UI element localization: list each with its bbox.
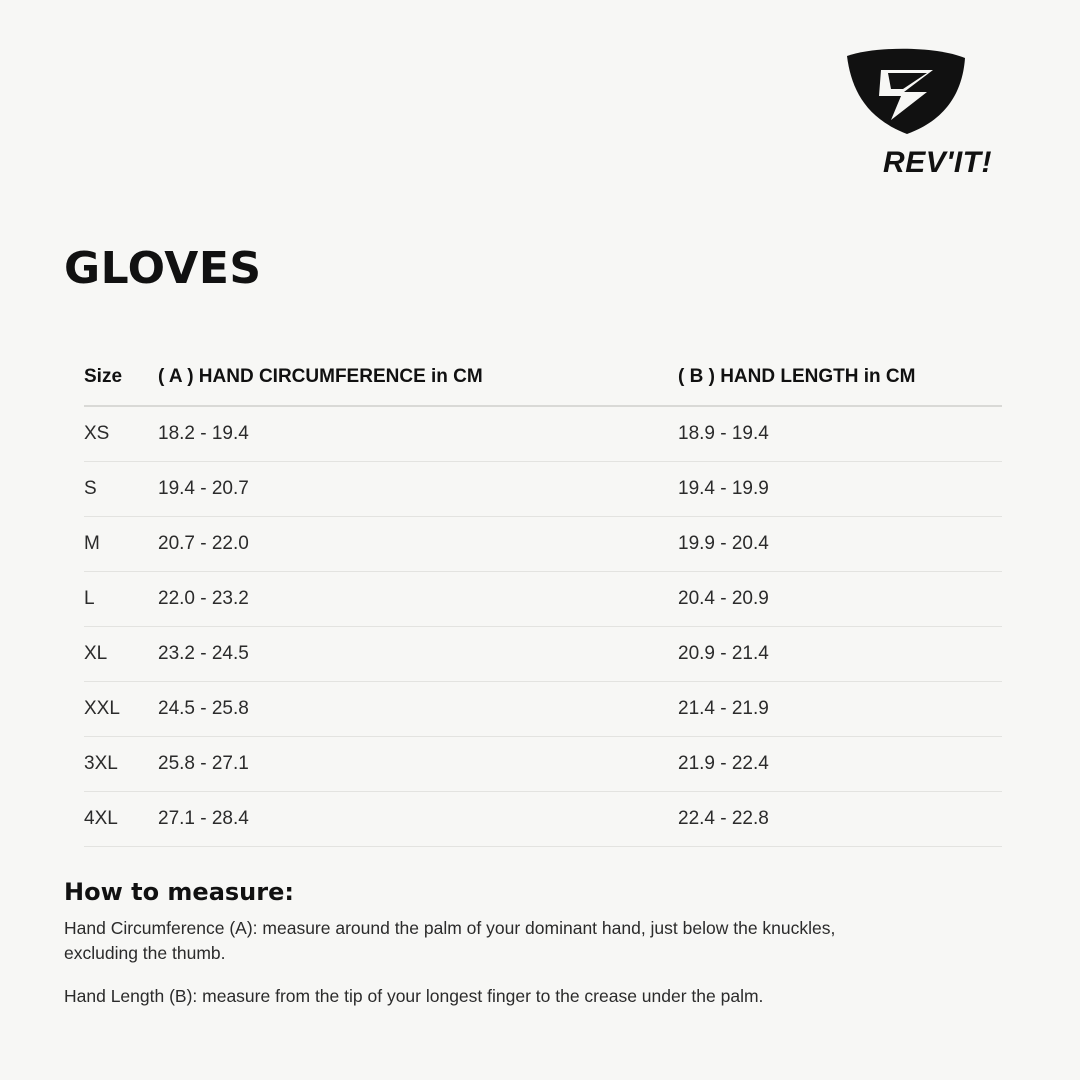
size-table-head xyxy=(84,366,1002,406)
how-to-measure-title: How to measure: xyxy=(64,878,294,906)
size-table xyxy=(84,366,1002,847)
cell-size: S xyxy=(84,462,158,517)
cell-size: XL xyxy=(84,627,158,682)
header-length: ( B ) HAND LENGTH in CM xyxy=(678,366,1002,406)
table-row xyxy=(84,517,1002,572)
size-table-body xyxy=(84,406,1002,847)
cell-size: 3XL xyxy=(84,737,158,792)
header-circumference: ( A ) HAND CIRCUMFERENCE in CM xyxy=(158,366,678,406)
cell-circumference: 19.4 - 20.7 xyxy=(158,462,678,517)
cell-length: 19.9 - 20.4 xyxy=(678,517,1002,572)
cell-length: 21.9 - 22.4 xyxy=(678,737,1002,792)
cell-size: XXL xyxy=(84,682,158,737)
table-row xyxy=(84,792,1002,847)
table-row xyxy=(84,406,1002,462)
table-row xyxy=(84,462,1002,517)
table-row xyxy=(84,737,1002,792)
cell-length: 20.4 - 20.9 xyxy=(678,572,1002,627)
cell-circumference: 25.8 - 27.1 xyxy=(158,737,678,792)
table-row xyxy=(84,627,1002,682)
how-to-measure-length-text: Hand Length (B): measure from the tip of your longest finger to the crease under the palm. xyxy=(64,985,764,1006)
cell-size: 4XL xyxy=(84,792,158,847)
size-table-container xyxy=(84,366,1002,847)
revit-shield-icon xyxy=(841,46,971,136)
brand-logo xyxy=(816,46,996,180)
how-to-measure-circumference-text: Hand Circumference (A): measure around the palm of your dominant hand, just below the knuckles, excluding the thumb. xyxy=(64,918,836,963)
cell-length: 20.9 - 21.4 xyxy=(678,627,1002,682)
cell-circumference: 22.0 - 23.2 xyxy=(158,572,678,627)
table-header-row xyxy=(84,366,1002,406)
cell-length: 21.4 - 21.9 xyxy=(678,682,1002,737)
cell-length: 22.4 - 22.8 xyxy=(678,792,1002,847)
header-size: Size xyxy=(84,366,158,406)
cell-circumference: 27.1 - 28.4 xyxy=(158,792,678,847)
cell-circumference: 23.2 - 24.5 xyxy=(158,627,678,682)
cell-circumference: 20.7 - 22.0 xyxy=(158,517,678,572)
cell-circumference: 18.2 - 19.4 xyxy=(158,406,678,462)
cell-length: 19.4 - 19.9 xyxy=(678,462,1002,517)
table-row xyxy=(84,572,1002,627)
cell-size: M xyxy=(84,517,158,572)
cell-size: XS xyxy=(84,406,158,462)
how-to-measure-section xyxy=(64,878,994,1009)
brand-wordmark: REV'IT! xyxy=(883,146,992,179)
cell-length: 18.9 - 19.4 xyxy=(678,406,1002,462)
table-row xyxy=(84,682,1002,737)
page-title: GLOVES xyxy=(64,243,262,294)
cell-circumference: 24.5 - 25.8 xyxy=(158,682,678,737)
cell-size: L xyxy=(84,572,158,627)
